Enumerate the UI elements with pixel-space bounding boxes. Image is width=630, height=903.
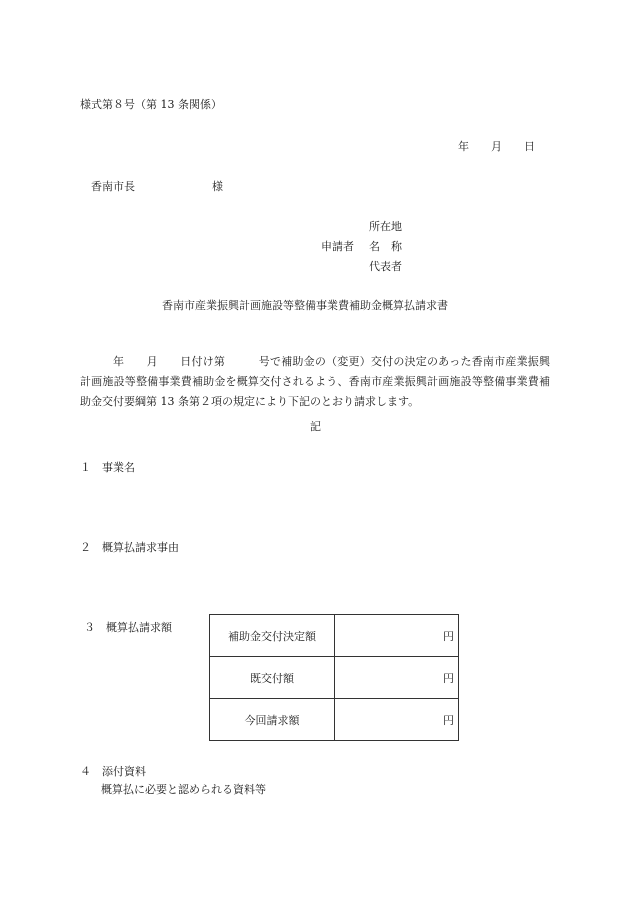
attachments-detail: 概算払に必要と認められる資料等 xyxy=(101,783,266,796)
amount-label: 既交付額 xyxy=(210,657,335,699)
document-title: 香南市産業振興計画施設等整備事業費補助金概算払請求書 xyxy=(162,299,448,312)
applicant-name-label: 名 称 xyxy=(369,240,402,253)
applicant-role: 申請者 xyxy=(321,240,354,253)
applicant-address-label: 所在地 xyxy=(369,220,402,233)
item-4-attachments: ４ 添付資料 xyxy=(80,765,146,778)
form-number: 様式第８号（第 13 条関係） xyxy=(80,98,222,111)
ki-heading: 記 xyxy=(310,420,321,433)
amount-value: 円 xyxy=(335,657,459,699)
table-row xyxy=(210,615,459,657)
date-line: 年 月 日 xyxy=(458,140,535,153)
applicant-rep-label: 代表者 xyxy=(369,260,402,273)
amount-value: 円 xyxy=(335,699,459,741)
item-2-reason: ２ 概算払請求事由 xyxy=(80,541,179,554)
item-1-project-name: １ 事業名 xyxy=(80,461,135,474)
addressee: 香南市長 様 xyxy=(91,180,223,193)
body-paragraph: 年 月 日付け第 号で補助金の（変更）交付の決定のあった香南市産業振興計画施設等整備事業費補助金を概算交付されるよう、香南市産業振興計画施設等整備事業費補助金交付要綱第 13 条第２項の規定により下記のとおり請求します。 xyxy=(80,355,550,408)
item-3-amount: ３ 概算払請求額 xyxy=(84,621,172,634)
amount-table xyxy=(209,614,459,741)
amount-label: 補助金交付決定額 xyxy=(210,615,335,657)
amount-value: 円 xyxy=(335,615,459,657)
amount-label: 今回請求額 xyxy=(210,699,335,741)
table-row xyxy=(210,657,459,699)
table-row xyxy=(210,699,459,741)
